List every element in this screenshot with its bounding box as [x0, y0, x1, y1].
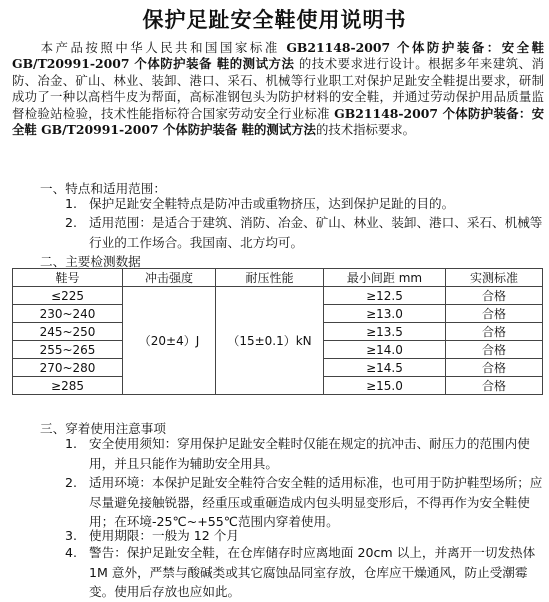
- min-gap-cell: ≥14.5: [324, 359, 446, 377]
- item-number: 1.: [65, 196, 78, 211]
- table-row: [13, 287, 543, 305]
- item-text: 适用范围：是适合于建筑、消防、冶金、矿山、林业、装卸、港口、采石、机械等行业的工作场合。我国南、北方均可。: [89, 215, 543, 250]
- section2-heading: 二、主要检测数据: [40, 254, 141, 269]
- result-cell: 合格: [446, 341, 543, 359]
- shoe-size-cell: ≥285: [13, 377, 123, 395]
- table-header-row: [13, 269, 543, 287]
- intro-standard-1: GB21148-2007 个体防护装备：安全鞋 GB/T20991-2007 个体防护装备 鞋的测试方法: [12, 40, 544, 72]
- document-title: 保护足趾安全鞋使用说明书: [142, 7, 407, 32]
- item-text: 使用期限：一般为 12 个月: [89, 528, 239, 543]
- shoe-size-cell: 270~280: [13, 359, 123, 377]
- pressure-cell: （15±0.1）kN: [216, 287, 324, 395]
- section3-item-1: [65, 434, 543, 473]
- item-text: 保护足趾安全鞋特点是防冲击或重物挤压，达到保护足趾的目的。: [89, 196, 455, 211]
- section1-heading: 一、特点和适用范围：: [40, 181, 166, 196]
- shoe-size-cell: 245~250: [13, 323, 123, 341]
- intro-text-1: 本产品按照中华人民共和国国家标准: [38, 40, 287, 55]
- shoe-size-cell: ≤225: [13, 287, 123, 305]
- impact-cell: （20±4）J: [123, 287, 216, 395]
- item-text: 安全使用须知：穿用保护足趾安全鞋时仅能在规定的抗冲击、耐压力的范围内使用，并且只能作为辅助安全用具。: [89, 436, 530, 471]
- result-cell: 合格: [446, 359, 543, 377]
- header-min-gap: 最小间距 mm: [324, 269, 446, 287]
- item-number: 4.: [65, 545, 78, 560]
- result-cell: 合格: [446, 377, 543, 395]
- min-gap-cell: ≥15.0: [324, 377, 446, 395]
- test-data-table: [12, 268, 543, 395]
- item-text: 警告：保护足趾安全鞋，在仓库储存时应离地面 20cm 以上，并离开一切发热体 1M 意外，严禁与酸碱类或其它腐蚀品同室存放，仓库应干燥通风，防止受潮霉变。使用后存放也应如此。: [89, 545, 536, 599]
- section3-item-4: [65, 543, 543, 602]
- section3-item-2: [65, 473, 543, 532]
- shoe-size-cell: 230~240: [13, 305, 123, 323]
- intro-text-3: 的技术指标要求。: [315, 122, 416, 138]
- section3-heading: 三、穿着使用注意事项: [40, 421, 166, 436]
- item-number: 1.: [65, 436, 78, 451]
- header-pressure: 耐压性能: [216, 269, 324, 287]
- intro-standard-2: GB21148-2007 个体防护装备：安全鞋 GB/T20991-2007 个体防护装备 鞋的测试方法: [12, 105, 544, 138]
- header-impact: 冲击强度: [123, 269, 216, 287]
- item-text: 适用环境：本保护足趾安全鞋符合安全鞋的适用标准，也可用于防护鞋型场所；应尽量避免接触锐器，经重压或重砸造成内包头明显变形后，不得再作为安全鞋使用；在环境-25℃~+55℃范围内穿着使用。: [89, 475, 543, 529]
- header-result: 实测标准: [446, 269, 543, 287]
- result-cell: 合格: [446, 287, 543, 305]
- min-gap-cell: ≥13.5: [324, 323, 446, 341]
- min-gap-cell: ≥14.0: [324, 341, 446, 359]
- section1-item-2: [65, 213, 543, 252]
- result-cell: 合格: [446, 323, 543, 341]
- min-gap-cell: ≥13.0: [324, 305, 446, 323]
- item-number: 3.: [65, 528, 78, 543]
- item-number: 2.: [65, 475, 78, 490]
- result-cell: 合格: [446, 305, 543, 323]
- intro-paragraph: [12, 40, 544, 138]
- header-shoe-size: 鞋号: [13, 269, 123, 287]
- section1-item-1: [65, 194, 543, 214]
- min-gap-cell: ≥12.5: [324, 287, 446, 305]
- item-number: 2.: [65, 215, 78, 230]
- intro-text-2: 的技术要求进行设计。根据多年来建筑、消防、冶金、矿山、林业、装卸、港口、采石、机械等行业职工对保护足趾安全鞋提出要求，研制成功了一种以高档牛皮为帮面，高标准钢包头为防护材料的安全鞋，并通过劳动保护用品质量监督检验站检验，技术性能指标符合国家劳动安全行业标准: [12, 56, 544, 121]
- shoe-size-cell: 255~265: [13, 341, 123, 359]
